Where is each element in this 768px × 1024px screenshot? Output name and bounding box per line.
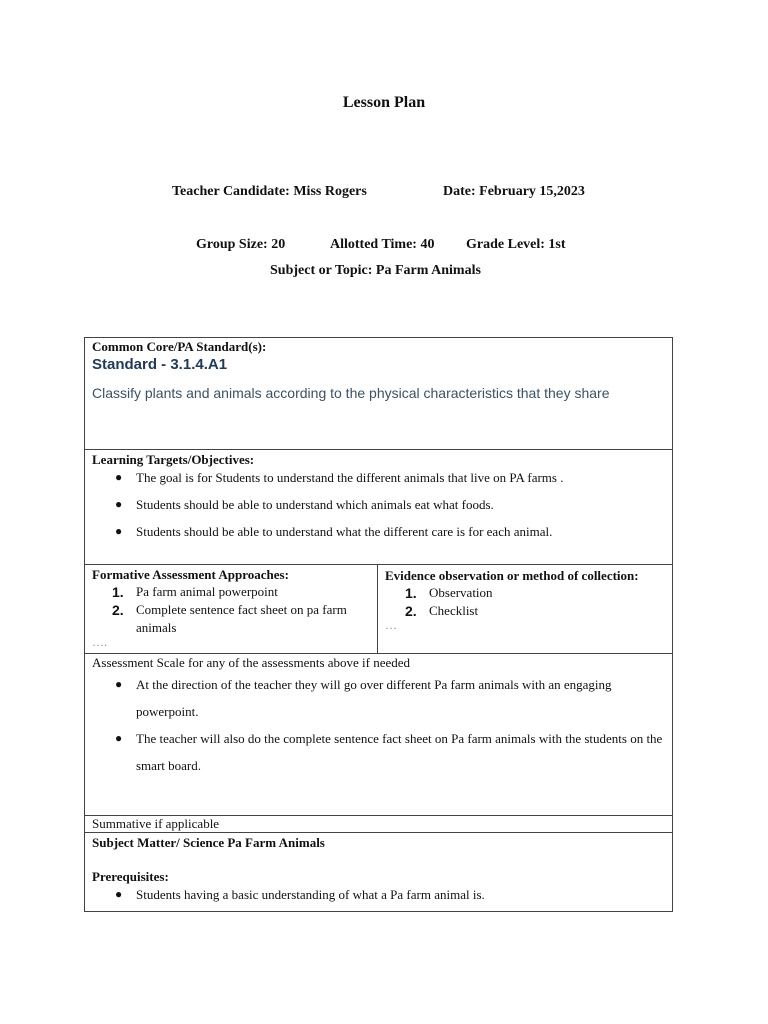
standard-code: Standard - 3.1.4.A1 (92, 356, 228, 373)
assessment-scale-label: Assessment Scale for any of the assessments above if needed (92, 655, 411, 670)
list-item (112, 583, 370, 601)
formative-cell (85, 565, 378, 654)
formative-label: Formative Assessment Approaches: (92, 567, 289, 582)
allotted-time: Allotted Time: 40 (330, 237, 435, 252)
list-item (114, 495, 665, 514)
list-number: 2. (112, 602, 124, 618)
objective-text: Students should be able to understand which animals eat what foods. (136, 497, 494, 512)
list-item (405, 584, 665, 602)
bullet-icon: ● (115, 731, 123, 745)
evidence-label: Evidence observation or method of collection: (385, 568, 639, 583)
bullet-icon: ● (115, 887, 123, 901)
evidence-list (385, 584, 665, 620)
standard-description: Classify plants and animals according to the physical characteristics that they share (92, 385, 610, 401)
prerequisite-text: Students having a basic understanding of what a Pa farm animal is. (136, 887, 485, 902)
summative-label: Summative if applicable (92, 816, 220, 831)
grade-level: Grade Level: 1st (466, 237, 566, 252)
formative-list (92, 583, 370, 637)
prerequisites-label: Prerequisites: (92, 869, 169, 884)
list-item (114, 671, 665, 725)
list-number: 1. (112, 584, 124, 600)
evidence-cell (378, 565, 673, 654)
standards-row (85, 338, 673, 450)
summative-row (85, 816, 673, 833)
formative-text: Complete sentence fact sheet on pa farm animals (136, 602, 347, 635)
bullet-icon: ● (115, 524, 123, 538)
list-item (114, 885, 665, 904)
bullet-icon: ● (115, 677, 123, 691)
list-item (114, 468, 665, 487)
subject-topic: Subject or Topic: Pa Farm Animals (270, 263, 481, 278)
assessment-text: At the direction of the teacher they will go over different Pa farm animals with an engaging powerpoint. (136, 677, 612, 719)
list-item (114, 725, 665, 779)
lesson-date: Date: February 15,2023 (443, 184, 585, 199)
assessment-scale-row (85, 654, 673, 816)
trailing-dots: …. (92, 635, 107, 649)
subject-matter-cell (85, 833, 673, 912)
trailing-dots: … (385, 618, 397, 632)
list-item (114, 522, 665, 541)
bullet-icon: ● (115, 470, 123, 484)
group-size: Group Size: 20 (196, 237, 286, 252)
prerequisites-list (92, 885, 665, 904)
evidence-text: Observation (429, 585, 493, 600)
assessment-scale-cell (85, 654, 673, 816)
list-number: 1. (405, 585, 417, 601)
summative-cell (85, 816, 673, 833)
objective-text: The goal is for Students to understand the different animals that live on PA farms . (136, 470, 564, 485)
subject-matter-row (85, 833, 673, 912)
objectives-list (92, 468, 665, 541)
list-number: 2. (405, 603, 417, 619)
list-item (112, 601, 370, 637)
formative-text: Pa farm animal powerpoint (136, 584, 278, 599)
assessment-row (85, 565, 673, 654)
assessment-scale-list (92, 671, 665, 779)
list-item (405, 602, 665, 620)
objectives-cell (85, 450, 673, 565)
teacher-candidate: Teacher Candidate: Miss Rogers (172, 184, 367, 199)
standards-cell (85, 338, 673, 450)
standards-label: Common Core/PA Standard(s): (92, 339, 267, 354)
lesson-plan-table (84, 337, 673, 912)
subject-matter-label: Subject Matter/ Science Pa Farm Animals (92, 835, 325, 850)
objectives-label: Learning Targets/Objectives: (92, 452, 255, 467)
evidence-text: Checklist (429, 603, 479, 618)
objective-text: Students should be able to understand what the different care is for each animal. (136, 524, 553, 539)
objectives-row (85, 450, 673, 565)
bullet-icon: ● (115, 497, 123, 511)
document-title: Lesson Plan (342, 94, 426, 111)
assessment-text: The teacher will also do the complete sentence fact sheet on Pa farm animals with the students on the smart board. (136, 731, 663, 773)
